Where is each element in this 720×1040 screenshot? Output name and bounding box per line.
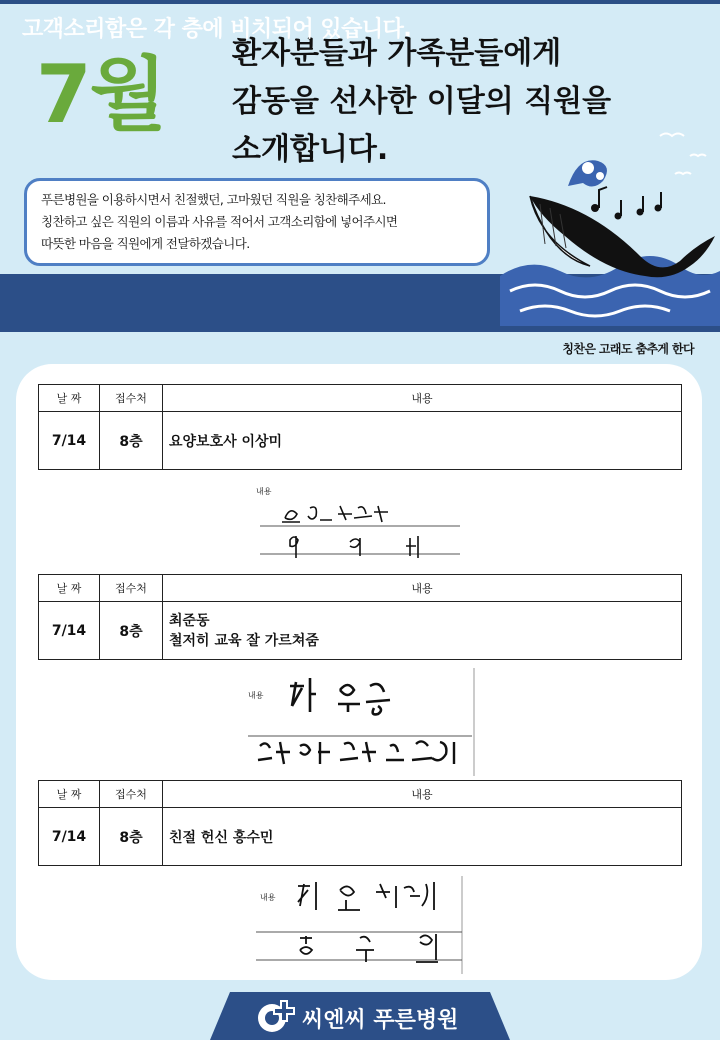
cross-leaf-logo-icon: [256, 998, 296, 1034]
entry-content-line: 친절 헌신 홍수민: [169, 829, 274, 846]
header-place: 접수처: [100, 781, 163, 808]
header-place: 접수처: [100, 575, 163, 602]
banner-text: 고객소리함은 각 층에 비치되어 있습니다.: [22, 17, 412, 42]
table-row: [39, 808, 682, 866]
notice-line-3: 따뜻한 마음을 직원에게 전달하겠습니다.: [41, 236, 250, 251]
entry-table-3: [38, 780, 682, 866]
entry-content-line: 요양보호사 이상미: [169, 433, 283, 450]
whale-illustration-icon: [490, 126, 720, 336]
header-content: 내용: [163, 781, 682, 808]
entry-content-line: 철저히 교육 잘 가르쳐줌: [169, 632, 319, 649]
entry-place: 8층: [100, 412, 163, 470]
caption: 칭찬은 고래도 춤추게 한다: [562, 342, 694, 356]
entry-content: [163, 412, 682, 470]
handwritten-label: 내용: [248, 691, 264, 700]
top-strip: [0, 0, 720, 4]
header-date: 날 짜: [39, 385, 100, 412]
entry-place: 8층: [100, 602, 163, 660]
entry-date: 7/14: [39, 808, 100, 866]
handwritten-label: 내용: [256, 487, 272, 496]
table-header-row: [39, 575, 682, 602]
notice-box: [24, 178, 490, 266]
headline-line-3: 소개합니다.: [232, 132, 389, 167]
table-header-row: [39, 385, 682, 412]
entry-content-line: 최준동: [169, 612, 210, 629]
entry-place: 8층: [100, 808, 163, 866]
headline-line-2: 감동을 선사한 이달의 직원을: [232, 84, 612, 119]
handwritten-signature-3: [250, 876, 470, 974]
notice-line-1: 푸른병원을 이용하시면서 친절했던, 고마웠던 직원을 칭찬해주세요.: [41, 192, 386, 207]
handwritten-signature-1: [250, 488, 470, 570]
notice-line-2: 칭찬하고 싶은 직원의 이름과 사유를 적어서 고객소리함에 넣어주시면: [41, 214, 398, 229]
entry-content: [163, 808, 682, 866]
month-title: 7월: [36, 48, 165, 141]
table-row: [39, 412, 682, 470]
entry-table-2: [38, 574, 682, 660]
handwritten-label: 내용: [260, 893, 276, 902]
table-row: [39, 602, 682, 660]
table-header-row: [39, 781, 682, 808]
header-date: 날 짜: [39, 781, 100, 808]
entry-content: [163, 602, 682, 660]
entry-table-1: [38, 384, 682, 470]
header-place: 접수처: [100, 385, 163, 412]
header-content: 내용: [163, 575, 682, 602]
handwritten-signature-2: [240, 668, 476, 776]
entry-date: 7/14: [39, 412, 100, 470]
header-date: 날 짜: [39, 575, 100, 602]
hospital-name: 씨엔씨 푸른병원: [302, 1008, 459, 1033]
headline-line-1: 환자분들과 가족분들에게: [232, 36, 562, 71]
header-content: 내용: [163, 385, 682, 412]
entry-date: 7/14: [39, 602, 100, 660]
